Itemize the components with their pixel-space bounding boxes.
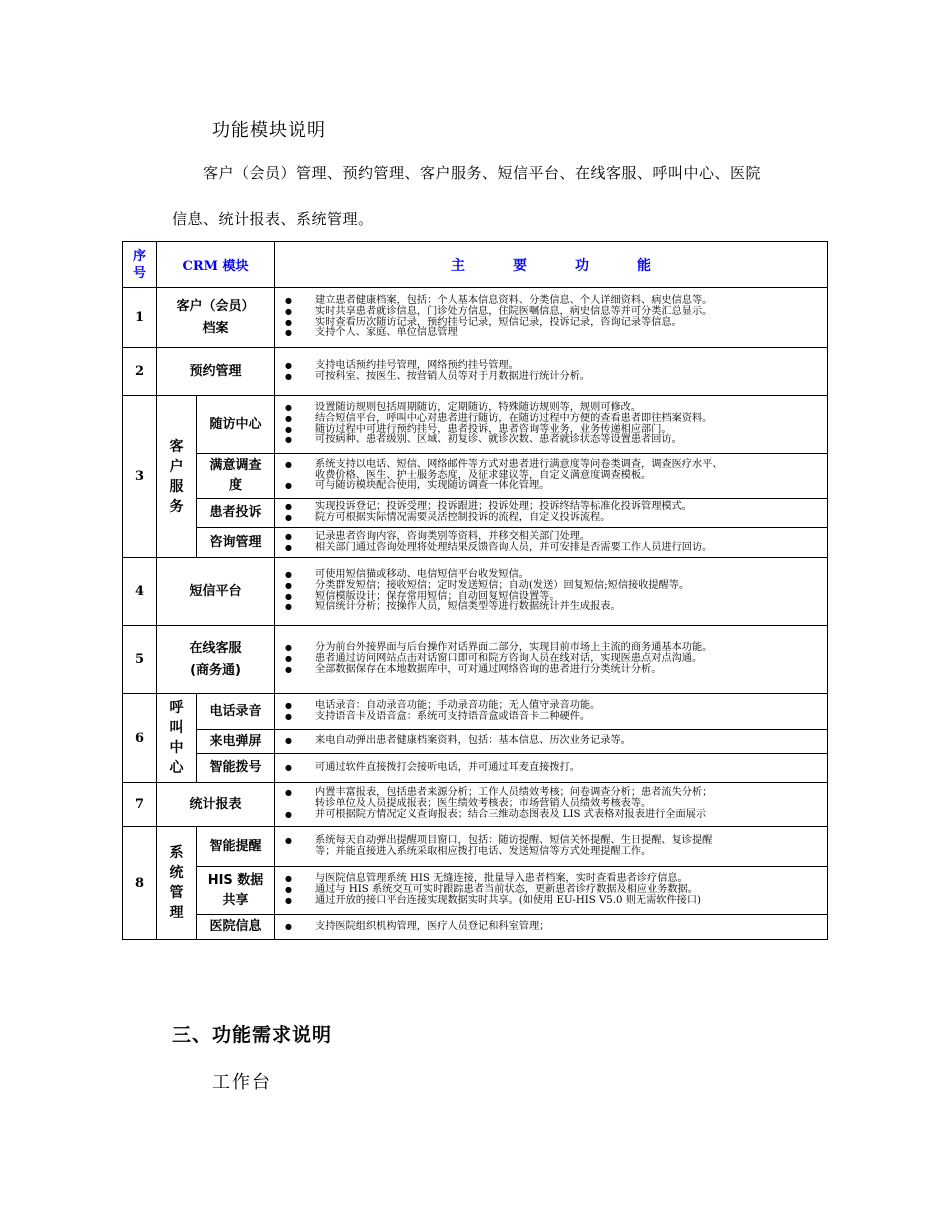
module-name-line: 客户（会员） bbox=[176, 298, 255, 314]
function-item: ● 短信模版设计；保存常用短信；自动回复短信设置等。 bbox=[285, 592, 823, 603]
group-char: 统 bbox=[169, 865, 184, 881]
table-row bbox=[123, 730, 828, 754]
submodule-name: 电话录音 bbox=[197, 694, 275, 730]
function-item: ● 支持语音卡及语音盒：系统可支持语音盒或语音卡二种硬件。 bbox=[285, 712, 823, 723]
function-cell bbox=[275, 694, 828, 730]
intro-line-2: 信息、统计报表、系统管理。 bbox=[172, 210, 374, 228]
function-item: ● 院方可根据实际情况需要灵活控制投诉的流程，自定义投诉流程。 bbox=[285, 513, 823, 524]
submodule-name: 随访中心 bbox=[197, 396, 275, 454]
module-group-name bbox=[157, 694, 197, 783]
function-item: ● 支持医院组织机构管理，医疗人员登记和科室管理； bbox=[285, 922, 823, 933]
module-name-line: (商务通) bbox=[190, 662, 241, 678]
submodule-name bbox=[197, 454, 275, 499]
function-item: ● 可与随访模块配合使用，实现随访调查一体化管理。 bbox=[285, 481, 823, 492]
function-cell bbox=[275, 454, 828, 499]
section-heading: 功能模块说明 bbox=[212, 120, 326, 141]
function-item: ● 记录患者咨询内容，咨询类别等资料，并移交相关部门处理。 bbox=[285, 532, 823, 543]
module-name: 预约管理 bbox=[157, 348, 275, 396]
function-cell bbox=[275, 730, 828, 754]
group-char: 呼 bbox=[169, 700, 184, 716]
group-char: 中 bbox=[169, 740, 184, 756]
function-item: ● 来电自动弹出患者健康档案资料，包括：基本信息、历次业务记录等。 bbox=[285, 736, 823, 747]
function-item: ● 通过开放的接口平台连接实现数据实时共享。(如使用 EU-HIS V5.0 则无需软件接口) bbox=[285, 896, 823, 907]
function-cell bbox=[275, 558, 828, 626]
header-function-char: 能 bbox=[637, 257, 652, 274]
table-header-row bbox=[123, 242, 828, 288]
table-row bbox=[123, 396, 828, 454]
submodule-name: 来电弹屏 bbox=[197, 730, 275, 754]
row-seq: 5 bbox=[123, 626, 157, 694]
function-item: ● 全部数据保存在本地数据库中，可对通过网络咨询的患者进行分类统计分析。 bbox=[285, 665, 823, 676]
function-cell bbox=[275, 827, 828, 867]
function-item: ● 结合短信平台，呼叫中心对患者进行随访，在随访过程中方便的查看患者即往档案资料。 bbox=[285, 414, 823, 425]
function-item: ● 可使用短信猫或移动、电信短信平台收发短信。 bbox=[285, 570, 823, 581]
module-name: 短信平台 bbox=[157, 558, 275, 626]
function-item-line: ● 系统每天自动弹出提醒项目窗口，包括：随访提醒、短信关怀提醒、生日提醒、复诊提醒 bbox=[315, 834, 713, 846]
function-item: ● 支持个人、家庭、单位信息管理 bbox=[285, 328, 823, 339]
function-item: ● 可按病种、患者级别、区域、初复诊、就诊次数、患者就诊状态等设置患者回访。 bbox=[285, 435, 823, 446]
table-row bbox=[123, 754, 828, 783]
module-name bbox=[157, 626, 275, 694]
function-item: ● 与医院信息管理系统 HIS 无缝连接，批量导入患者档案，实时查看患者诊疗信息。 bbox=[285, 874, 823, 885]
table-row bbox=[123, 915, 828, 940]
function-item: ● 建立患者健康档案，包括：个人基本信息资料、分类信息、个人详细资料、病史信息等。 bbox=[285, 296, 823, 307]
function-cell bbox=[275, 626, 828, 694]
group-char: 理 bbox=[169, 905, 184, 921]
function-item-line: 转诊单位及人员提成报表；医生绩效考核表；市场营销人员绩效考核表等。 bbox=[315, 798, 652, 810]
header-function-char: 主 bbox=[451, 257, 466, 274]
table-row bbox=[123, 827, 828, 867]
group-char: 服 bbox=[169, 478, 184, 495]
submodule-name-line: HIS 数据 bbox=[207, 872, 264, 888]
row-seq: 1 bbox=[123, 288, 157, 348]
group-char: 户 bbox=[169, 458, 184, 475]
submodule-name: 医院信息 bbox=[197, 915, 275, 940]
function-item: ● 短信统计分析；按操作人员，短信类型等进行数据统计并生成报表。 bbox=[285, 602, 823, 613]
row-seq: 4 bbox=[123, 558, 157, 626]
table-row bbox=[123, 558, 828, 626]
group-char: 管 bbox=[169, 885, 184, 901]
section-3-title: 三、功能需求说明 bbox=[172, 1024, 333, 1046]
module-group-name bbox=[157, 396, 197, 558]
submodule-name: 智能拨号 bbox=[197, 754, 275, 783]
crm-module-table bbox=[122, 241, 828, 940]
table-row bbox=[123, 454, 828, 499]
submodule-name: 智能提醒 bbox=[197, 827, 275, 867]
submodule-name-line: 度 bbox=[229, 478, 243, 493]
function-item: ● 分类群发短信；接收短信；定时发送短信；自动(发送）回复短信;短信接收提醒等。 bbox=[285, 581, 823, 592]
group-char: 系 bbox=[169, 845, 184, 861]
table-row bbox=[123, 528, 828, 558]
function-item bbox=[285, 836, 823, 858]
submodule-name: 咨询管理 bbox=[197, 528, 275, 558]
function-item: ● 并可根据院方情况定义查询报表；结合三维动态图表及 LIS 式表格对报表进行全面展示 bbox=[285, 810, 823, 821]
function-item: ● 相关部门通过咨询处理将处理结果反馈咨询人员，并可安排是否需要工作人员进行回访。 bbox=[285, 543, 823, 554]
function-item: ● 实现投诉登记；投诉受理；投诉跟进；投诉处理；投诉终结等标准化投诉管理模式。 bbox=[285, 502, 823, 513]
table-row bbox=[123, 694, 828, 730]
function-item: ● 设置随访规则包括周期随访，定期随访，特殊随访规则等，规则可修改。 bbox=[285, 403, 823, 414]
table-row bbox=[123, 783, 828, 827]
function-cell bbox=[275, 783, 828, 827]
group-char: 心 bbox=[169, 760, 184, 776]
module-group-name bbox=[157, 827, 197, 940]
row-seq: 8 bbox=[123, 827, 157, 940]
table-row bbox=[123, 499, 828, 528]
table-row bbox=[123, 288, 828, 348]
group-char: 客 bbox=[169, 438, 184, 455]
header-seq bbox=[123, 242, 157, 288]
header-seq-label: 序号 bbox=[132, 248, 146, 281]
function-cell bbox=[275, 528, 828, 558]
header-function bbox=[275, 242, 828, 288]
row-seq: 6 bbox=[123, 694, 157, 783]
table-row bbox=[123, 626, 828, 694]
function-cell bbox=[275, 867, 828, 915]
function-item-line: 收费价格、医生、护士服务态度，及征求建议等，自定义满意度调查模板。 bbox=[315, 469, 652, 481]
table-row bbox=[123, 867, 828, 915]
function-item bbox=[285, 460, 823, 482]
row-seq: 2 bbox=[123, 348, 157, 396]
function-item: ● 分为前台外接界面与后台操作对话界面二部分，实现目前市场上主流的商务通基本功能。 bbox=[285, 643, 823, 654]
function-item: ● 电话录音：自动录音功能；手动录音功能；无人值守录音功能。 bbox=[285, 701, 823, 712]
module-name: 统计报表 bbox=[157, 783, 275, 827]
row-seq: 3 bbox=[123, 396, 157, 558]
function-item: ● 患者通过访问网站点击对话窗口即可和院方咨询人员在线对话，实现医患点对点沟通。 bbox=[285, 654, 823, 665]
submodule-name-line: 共享 bbox=[222, 892, 249, 908]
function-item: ● 支持电话预约挂号管理，网络预约挂号管理。 bbox=[285, 361, 823, 372]
function-item: ● 实时共享患者就诊信息，门诊处方信息，住院医嘱信息，病史信息等并可分类汇总显示。 bbox=[285, 307, 823, 318]
function-cell bbox=[275, 754, 828, 783]
header-module: CRM 模块 bbox=[157, 242, 275, 288]
function-item-line: ● 内置丰富报表，包括患者来源分析；工作人员绩效考核；问卷调查分析；患者流失分析； bbox=[315, 787, 713, 799]
workbench-title: 工作台 bbox=[212, 1072, 272, 1093]
function-cell bbox=[275, 396, 828, 454]
function-item: ● 通过与 HIS 系统交互可实时跟踪患者当前状态，更新患者诊疗数据及相应业务数据。 bbox=[285, 885, 823, 896]
function-item-line: 等；并能直接进入系统采取相应拨打电话、发送短信等方式处理提醒工作。 bbox=[315, 845, 652, 857]
function-cell bbox=[275, 288, 828, 348]
module-name-line: 档案 bbox=[202, 320, 229, 336]
row-seq: 7 bbox=[123, 783, 157, 827]
function-item bbox=[285, 788, 823, 810]
module-name-line: 在线客服 bbox=[189, 640, 242, 656]
function-item: ● 实时查看历次随访记录，预约挂号记录，短信记录，投诉记录，咨询记录等信息。 bbox=[285, 318, 823, 329]
group-char: 务 bbox=[169, 498, 184, 515]
submodule-name: 患者投诉 bbox=[197, 499, 275, 528]
function-item: ● 随访过程中可进行预约挂号，患者投诉，患者咨询等业务，业务传递相应部门。 bbox=[285, 425, 823, 436]
module-name bbox=[157, 288, 275, 348]
header-function-char: 要 bbox=[513, 257, 528, 274]
submodule-name bbox=[197, 867, 275, 915]
function-item: ● 可按科室、按医生、按营销人员等对于月数据进行统计分析。 bbox=[285, 372, 823, 383]
function-cell bbox=[275, 348, 828, 396]
intro-line-1: 客户（会员）管理、预约管理、客户服务、短信平台、在线客服、呼叫中心、医院 bbox=[203, 164, 762, 182]
table-row bbox=[123, 348, 828, 396]
function-item: ● 可通过软件直接拨打会接听电话，并可通过耳麦直接拨打。 bbox=[285, 763, 823, 774]
function-cell bbox=[275, 915, 828, 940]
group-char: 叫 bbox=[169, 720, 184, 736]
header-function-char: 功 bbox=[575, 257, 590, 274]
submodule-name-line: 满意调查 bbox=[209, 458, 262, 473]
function-cell bbox=[275, 499, 828, 528]
function-item-line: ● 系统支持以电话、短信、网络邮件等方式对患者进行满意度等问卷类调查，调查医疗水平、 bbox=[315, 458, 723, 470]
